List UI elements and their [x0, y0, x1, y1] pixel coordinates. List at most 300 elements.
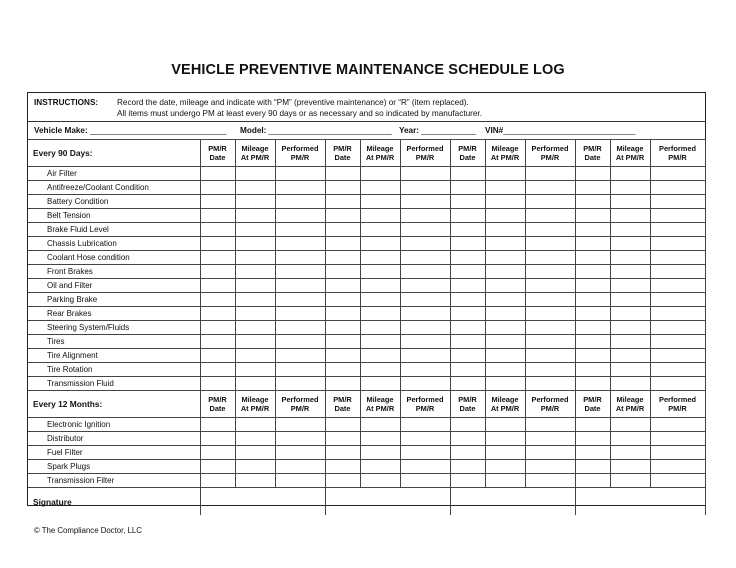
log-entry-cell[interactable] — [485, 265, 525, 279]
log-entry-cell[interactable] — [360, 223, 400, 237]
log-entry-cell[interactable] — [610, 181, 650, 195]
table-row — [28, 167, 705, 181]
log-entry-cell[interactable] — [525, 349, 575, 363]
log-entry-cell[interactable] — [610, 265, 650, 279]
log-entry-cell[interactable] — [275, 446, 325, 460]
log-entry-cell[interactable] — [610, 293, 650, 307]
log-entry-cell[interactable] — [235, 377, 275, 391]
log-entry-cell[interactable] — [275, 167, 325, 181]
log-entry-cell[interactable] — [575, 265, 610, 279]
log-entry-cell[interactable] — [450, 321, 485, 335]
log-entry-cell[interactable] — [200, 251, 235, 265]
log-entry-cell[interactable] — [275, 432, 325, 446]
log-entry-cell[interactable] — [235, 446, 275, 460]
log-entry-cell[interactable] — [325, 265, 360, 279]
log-entry-cell[interactable] — [610, 377, 650, 391]
log-entry-cell[interactable] — [235, 349, 275, 363]
log-entry-cell[interactable] — [610, 446, 650, 460]
log-entry-cell[interactable] — [610, 363, 650, 377]
log-entry-cell[interactable] — [575, 321, 610, 335]
log-entry-cell[interactable] — [610, 251, 650, 265]
log-entry-cell[interactable] — [400, 446, 450, 460]
log-entry-cell[interactable] — [275, 293, 325, 307]
table-row — [28, 474, 705, 488]
log-entry-cell[interactable] — [360, 251, 400, 265]
log-entry-cell[interactable] — [275, 209, 325, 223]
log-entry-cell[interactable] — [485, 293, 525, 307]
log-entry-cell[interactable] — [450, 279, 485, 293]
log-entry-cell[interactable] — [275, 349, 325, 363]
log-entry-cell[interactable] — [235, 251, 275, 265]
signature-label: Signature — [28, 488, 200, 516]
log-entry-cell[interactable] — [235, 209, 275, 223]
log-entry-cell[interactable] — [360, 432, 400, 446]
log-entry-cell[interactable] — [400, 307, 450, 321]
log-entry-cell[interactable] — [575, 181, 610, 195]
log-entry-cell[interactable] — [650, 335, 705, 349]
log-entry-cell[interactable] — [200, 460, 235, 474]
log-entry-cell[interactable] — [325, 474, 360, 488]
header-line-1: PM/R — [583, 144, 602, 153]
log-entry-cell[interactable] — [450, 363, 485, 377]
log-entry-cell[interactable] — [650, 279, 705, 293]
log-entry-cell[interactable] — [650, 265, 705, 279]
log-entry-cell[interactable] — [275, 460, 325, 474]
model-field[interactable] — [240, 126, 392, 135]
log-entry-cell[interactable] — [450, 460, 485, 474]
log-entry-cell[interactable] — [575, 293, 610, 307]
log-entry-cell[interactable] — [400, 460, 450, 474]
log-entry-cell[interactable] — [650, 363, 705, 377]
log-entry-cell[interactable] — [485, 237, 525, 251]
section-label: Every 90 Days: — [28, 140, 200, 167]
log-entry-cell[interactable] — [235, 335, 275, 349]
maintenance-item-label: Front Brakes — [28, 265, 200, 279]
log-entry-cell[interactable] — [200, 474, 235, 488]
log-entry-cell[interactable] — [650, 237, 705, 251]
log-entry-cell[interactable] — [650, 349, 705, 363]
log-entry-cell[interactable] — [485, 195, 525, 209]
log-entry-cell[interactable] — [575, 377, 610, 391]
log-entry-cell[interactable] — [525, 321, 575, 335]
log-entry-cell[interactable] — [325, 363, 360, 377]
log-entry-cell[interactable] — [650, 307, 705, 321]
log-entry-cell[interactable] — [650, 432, 705, 446]
log-entry-cell[interactable] — [200, 446, 235, 460]
log-entry-cell[interactable] — [525, 307, 575, 321]
log-entry-cell[interactable] — [485, 279, 525, 293]
log-entry-cell[interactable] — [485, 307, 525, 321]
header-line-1: Mileage — [491, 144, 519, 153]
log-entry-cell[interactable] — [610, 335, 650, 349]
vin-field[interactable] — [485, 126, 635, 135]
log-entry-cell[interactable] — [485, 335, 525, 349]
log-entry-cell[interactable] — [235, 293, 275, 307]
log-entry-cell[interactable] — [485, 418, 525, 432]
log-entry-cell[interactable] — [610, 279, 650, 293]
log-entry-cell[interactable] — [235, 237, 275, 251]
log-entry-cell[interactable] — [450, 223, 485, 237]
log-entry-cell[interactable] — [235, 265, 275, 279]
log-entry-cell[interactable] — [575, 460, 610, 474]
log-entry-cell[interactable] — [360, 167, 400, 181]
log-entry-cell[interactable] — [360, 237, 400, 251]
table-row — [28, 279, 705, 293]
log-entry-cell[interactable] — [525, 209, 575, 223]
table-row — [28, 265, 705, 279]
mileage-header — [485, 391, 525, 418]
vehicle-make-blank[interactable]: ______________________________ — [89, 126, 227, 135]
log-entry-cell[interactable] — [400, 265, 450, 279]
log-entry-cell[interactable] — [325, 181, 360, 195]
log-entry-cell[interactable] — [575, 418, 610, 432]
header-line-1: PM/R — [333, 395, 352, 404]
table-row — [28, 293, 705, 307]
log-entry-cell[interactable] — [235, 307, 275, 321]
log-entry-cell[interactable] — [575, 279, 610, 293]
log-entry-cell[interactable] — [200, 167, 235, 181]
log-entry-cell[interactable] — [400, 321, 450, 335]
log-entry-cell[interactable] — [525, 474, 575, 488]
log-entry-cell[interactable] — [275, 363, 325, 377]
signature-field[interactable] — [575, 488, 705, 516]
log-entry-cell[interactable] — [525, 377, 575, 391]
log-entry-cell[interactable] — [325, 167, 360, 181]
log-entry-cell[interactable] — [650, 293, 705, 307]
log-entry-cell[interactable] — [400, 293, 450, 307]
header-line-2: At PM/R — [240, 153, 270, 162]
log-entry-cell[interactable] — [650, 223, 705, 237]
log-entry-cell[interactable] — [360, 349, 400, 363]
log-entry-cell[interactable] — [235, 474, 275, 488]
log-entry-cell[interactable] — [525, 460, 575, 474]
log-entry-cell[interactable] — [650, 460, 705, 474]
log-entry-cell[interactable] — [200, 432, 235, 446]
log-entry-cell[interactable] — [200, 209, 235, 223]
log-entry-cell[interactable] — [525, 265, 575, 279]
log-entry-cell[interactable] — [575, 432, 610, 446]
log-entry-cell[interactable] — [610, 209, 650, 223]
log-entry-cell[interactable] — [325, 349, 360, 363]
log-entry-cell[interactable] — [650, 321, 705, 335]
log-entry-cell[interactable] — [400, 363, 450, 377]
log-entry-cell[interactable] — [400, 195, 450, 209]
log-entry-cell[interactable] — [485, 349, 525, 363]
log-entry-cell[interactable] — [275, 321, 325, 335]
header-line-1: Mileage — [366, 395, 394, 404]
log-entry-cell[interactable] — [275, 307, 325, 321]
model-blank[interactable]: ___________________________ — [268, 126, 392, 135]
log-entry-cell[interactable] — [400, 418, 450, 432]
log-entry-cell[interactable] — [525, 251, 575, 265]
header-line-2: At PM/R — [240, 404, 270, 413]
log-entry-cell[interactable] — [360, 335, 400, 349]
log-entry-cell[interactable] — [575, 349, 610, 363]
log-entry-cell[interactable] — [525, 446, 575, 460]
log-entry-cell[interactable] — [360, 181, 400, 195]
log-entry-cell[interactable] — [650, 181, 705, 195]
log-entry-cell[interactable] — [400, 377, 450, 391]
log-entry-cell[interactable] — [650, 446, 705, 460]
log-entry-cell[interactable] — [610, 432, 650, 446]
log-entry-cell[interactable] — [610, 237, 650, 251]
log-entry-cell[interactable] — [275, 181, 325, 195]
log-entry-cell[interactable] — [650, 195, 705, 209]
log-entry-cell[interactable] — [450, 307, 485, 321]
log-entry-cell[interactable] — [200, 321, 235, 335]
log-entry-cell[interactable] — [325, 293, 360, 307]
log-entry-cell[interactable] — [235, 223, 275, 237]
header-line-2: Date — [459, 153, 476, 162]
year-blank[interactable]: ____________ — [421, 126, 476, 135]
log-entry-cell[interactable] — [400, 432, 450, 446]
log-entry-cell[interactable] — [275, 251, 325, 265]
log-entry-cell[interactable] — [450, 209, 485, 223]
signature-field[interactable] — [325, 488, 450, 516]
log-entry-cell[interactable] — [200, 307, 235, 321]
vin-blank[interactable]: _____________________________ — [503, 126, 636, 135]
maintenance-item-label: Steering System/Fluids — [28, 321, 200, 335]
log-entry-cell[interactable] — [235, 418, 275, 432]
log-entry-cell[interactable] — [575, 237, 610, 251]
log-entry-cell[interactable] — [575, 195, 610, 209]
log-entry-cell[interactable] — [325, 251, 360, 265]
log-entry-cell[interactable] — [325, 279, 360, 293]
instructions-label: INSTRUCTIONS: — [34, 98, 99, 107]
log-entry-cell[interactable] — [485, 321, 525, 335]
log-entry-cell[interactable] — [325, 446, 360, 460]
log-entry-cell[interactable] — [200, 335, 235, 349]
log-entry-cell[interactable] — [360, 363, 400, 377]
log-entry-cell[interactable] — [275, 418, 325, 432]
log-entry-cell[interactable] — [485, 181, 525, 195]
table-row — [28, 307, 705, 321]
log-entry-cell[interactable] — [610, 460, 650, 474]
log-entry-cell[interactable] — [360, 265, 400, 279]
log-entry-cell[interactable] — [575, 251, 610, 265]
log-entry-cell[interactable] — [450, 474, 485, 488]
log-entry-cell[interactable] — [575, 446, 610, 460]
log-entry-cell[interactable] — [525, 279, 575, 293]
log-entry-cell[interactable] — [360, 446, 400, 460]
log-entry-cell[interactable] — [325, 377, 360, 391]
log-entry-cell[interactable] — [450, 265, 485, 279]
log-entry-cell[interactable] — [200, 377, 235, 391]
log-entry-cell[interactable] — [575, 335, 610, 349]
log-entry-cell[interactable] — [485, 460, 525, 474]
log-entry-cell[interactable] — [400, 223, 450, 237]
log-entry-cell[interactable] — [650, 418, 705, 432]
log-entry-cell[interactable] — [400, 279, 450, 293]
log-entry-cell[interactable] — [400, 251, 450, 265]
log-entry-cell[interactable] — [575, 209, 610, 223]
header-line-1: Mileage — [616, 144, 644, 153]
log-entry-cell[interactable] — [525, 237, 575, 251]
log-entry-cell[interactable] — [525, 335, 575, 349]
log-entry-cell[interactable] — [235, 167, 275, 181]
log-entry-cell[interactable] — [450, 446, 485, 460]
log-entry-cell[interactable] — [360, 195, 400, 209]
log-entry-cell[interactable] — [450, 335, 485, 349]
log-entry-cell[interactable] — [325, 432, 360, 446]
log-entry-cell[interactable] — [235, 363, 275, 377]
log-entry-cell[interactable] — [525, 363, 575, 377]
log-entry-cell[interactable] — [235, 279, 275, 293]
signature-field[interactable] — [200, 488, 325, 516]
log-entry-cell[interactable] — [450, 181, 485, 195]
log-entry-cell[interactable] — [325, 209, 360, 223]
log-entry-cell[interactable] — [485, 432, 525, 446]
log-entry-cell[interactable] — [400, 181, 450, 195]
log-entry-cell[interactable] — [200, 293, 235, 307]
log-entry-cell[interactable] — [400, 474, 450, 488]
log-entry-cell[interactable] — [575, 307, 610, 321]
log-entry-cell[interactable] — [275, 195, 325, 209]
log-entry-cell[interactable] — [235, 460, 275, 474]
log-entry-cell[interactable] — [275, 223, 325, 237]
log-entry-cell[interactable] — [200, 363, 235, 377]
log-entry-cell[interactable] — [650, 251, 705, 265]
log-entry-cell[interactable] — [325, 307, 360, 321]
log-entry-cell[interactable] — [200, 195, 235, 209]
header-line-2: Date — [334, 153, 351, 162]
table-row — [28, 251, 705, 265]
log-entry-cell[interactable] — [610, 307, 650, 321]
table-row — [28, 349, 705, 363]
log-entry-cell[interactable] — [325, 237, 360, 251]
log-entry-cell[interactable] — [485, 474, 525, 488]
header-line-2: Date — [209, 153, 226, 162]
log-entry-cell[interactable] — [360, 307, 400, 321]
log-entry-cell[interactable] — [360, 460, 400, 474]
log-entry-cell[interactable] — [575, 223, 610, 237]
log-entry-cell[interactable] — [200, 181, 235, 195]
log-entry-cell[interactable] — [235, 195, 275, 209]
log-entry-cell[interactable] — [200, 349, 235, 363]
log-entry-cell[interactable] — [610, 321, 650, 335]
log-entry-cell[interactable] — [575, 167, 610, 181]
log-entry-cell[interactable] — [275, 335, 325, 349]
maintenance-item-label: Chassis Lubrication — [28, 237, 200, 251]
log-entry-cell[interactable] — [450, 167, 485, 181]
log-entry-cell[interactable] — [485, 167, 525, 181]
log-entry-cell[interactable] — [360, 293, 400, 307]
log-entry-cell[interactable] — [200, 237, 235, 251]
log-entry-cell[interactable] — [325, 195, 360, 209]
log-entry-cell[interactable] — [360, 209, 400, 223]
log-entry-cell[interactable] — [400, 167, 450, 181]
pmr-date-header — [450, 140, 485, 167]
log-entry-cell[interactable] — [275, 265, 325, 279]
log-entry-cell[interactable] — [575, 474, 610, 488]
log-entry-cell[interactable] — [450, 349, 485, 363]
header-line-2: PM/R — [668, 153, 687, 162]
log-entry-cell[interactable] — [485, 223, 525, 237]
table-row — [28, 223, 705, 237]
maintenance-item-label: Coolant Hose condition — [28, 251, 200, 265]
log-entry-cell[interactable] — [200, 223, 235, 237]
log-entry-cell[interactable] — [325, 223, 360, 237]
log-entry-cell[interactable] — [360, 474, 400, 488]
log-entry-cell[interactable] — [610, 195, 650, 209]
log-entry-cell[interactable] — [360, 279, 400, 293]
year-field[interactable] — [399, 126, 476, 135]
log-entry-cell[interactable] — [650, 474, 705, 488]
log-entry-cell[interactable] — [450, 418, 485, 432]
log-entry-cell[interactable] — [200, 279, 235, 293]
log-entry-cell[interactable] — [200, 265, 235, 279]
vehicle-make-field[interactable] — [34, 126, 227, 135]
log-entry-cell[interactable] — [450, 251, 485, 265]
log-entry-cell[interactable] — [400, 237, 450, 251]
log-entry-cell[interactable] — [610, 474, 650, 488]
log-entry-cell[interactable] — [235, 181, 275, 195]
log-entry-cell[interactable] — [650, 209, 705, 223]
log-entry-cell[interactable] — [450, 377, 485, 391]
log-entry-cell[interactable] — [525, 293, 575, 307]
log-entry-cell[interactable] — [400, 335, 450, 349]
log-entry-cell[interactable] — [610, 167, 650, 181]
log-entry-cell[interactable] — [485, 363, 525, 377]
log-entry-cell[interactable] — [525, 432, 575, 446]
log-entry-cell[interactable] — [525, 181, 575, 195]
log-entry-cell[interactable] — [450, 432, 485, 446]
log-entry-cell[interactable] — [450, 293, 485, 307]
log-entry-cell[interactable] — [575, 363, 610, 377]
log-entry-cell[interactable] — [275, 279, 325, 293]
log-entry-cell[interactable] — [610, 418, 650, 432]
mileage-header — [610, 391, 650, 418]
log-entry-cell[interactable] — [650, 377, 705, 391]
log-entry-cell[interactable] — [525, 223, 575, 237]
log-entry-cell[interactable] — [525, 167, 575, 181]
log-entry-cell[interactable] — [400, 209, 450, 223]
log-entry-cell[interactable] — [650, 167, 705, 181]
header-line-1: Performed — [531, 395, 569, 404]
log-entry-cell[interactable] — [275, 237, 325, 251]
log-entry-cell[interactable] — [610, 223, 650, 237]
log-entry-cell[interactable] — [525, 195, 575, 209]
signature-field[interactable] — [450, 488, 575, 516]
log-entry-cell[interactable] — [325, 418, 360, 432]
log-entry-cell[interactable] — [485, 377, 525, 391]
log-entry-cell[interactable] — [235, 321, 275, 335]
log-entry-cell[interactable] — [485, 446, 525, 460]
log-entry-cell[interactable] — [235, 432, 275, 446]
divider — [28, 121, 705, 122]
log-entry-cell[interactable] — [325, 460, 360, 474]
header-line-2: Date — [334, 404, 351, 413]
log-entry-cell[interactable] — [610, 349, 650, 363]
log-entry-cell[interactable] — [450, 195, 485, 209]
log-entry-cell[interactable] — [525, 418, 575, 432]
log-entry-cell[interactable] — [360, 321, 400, 335]
log-entry-cell[interactable] — [325, 321, 360, 335]
log-entry-cell[interactable] — [200, 418, 235, 432]
log-entry-cell[interactable] — [400, 349, 450, 363]
table-row — [28, 363, 705, 377]
table-row — [28, 209, 705, 223]
log-entry-cell[interactable] — [325, 335, 360, 349]
log-entry-cell[interactable] — [275, 377, 325, 391]
log-entry-cell[interactable] — [275, 474, 325, 488]
log-entry-cell[interactable] — [485, 251, 525, 265]
log-entry-cell[interactable] — [360, 418, 400, 432]
log-entry-cell[interactable] — [485, 209, 525, 223]
maintenance-log-table — [28, 139, 706, 515]
log-entry-cell[interactable] — [360, 377, 400, 391]
log-entry-cell[interactable] — [450, 237, 485, 251]
